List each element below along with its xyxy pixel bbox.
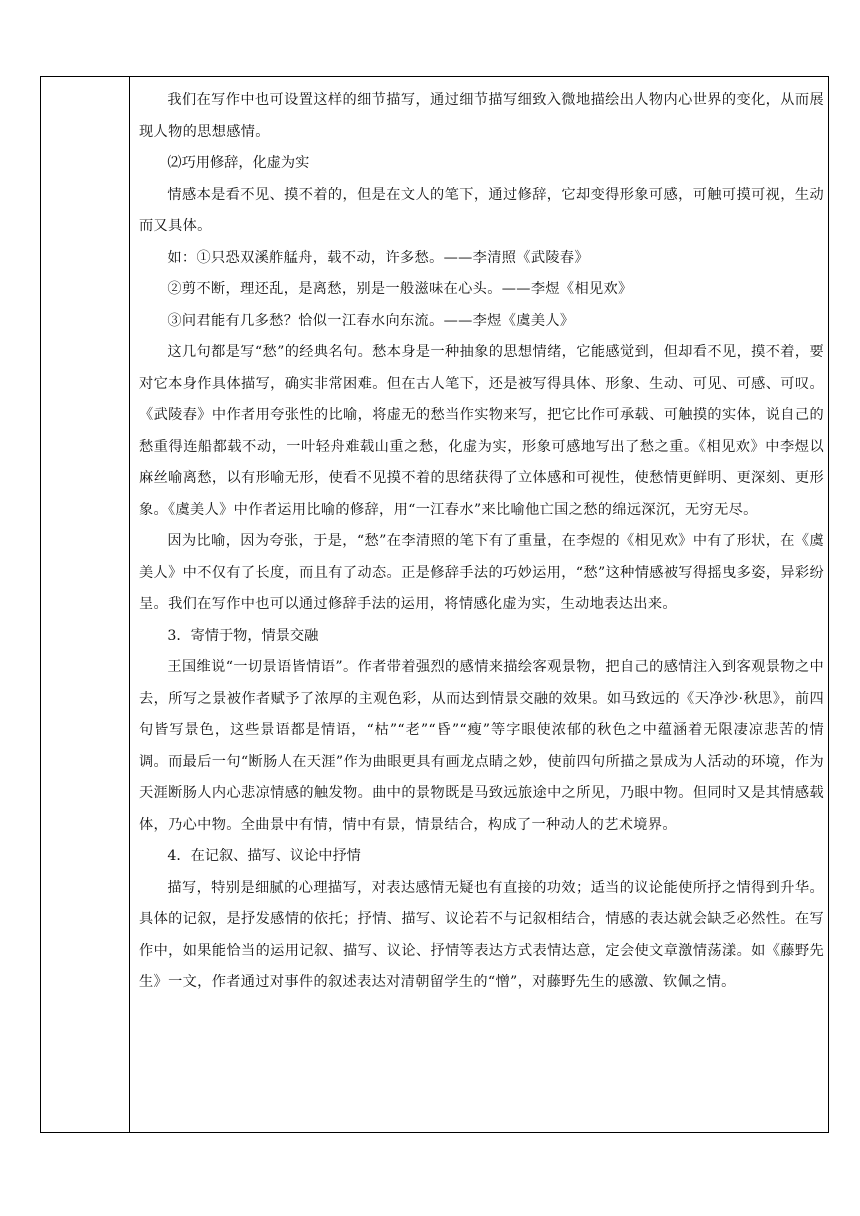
example-quote-3: ③问君能有几多愁？恰似一江春水向东流。——李煜《虞美人》	[167, 312, 575, 329]
example-quote-2: ②剪不断，理还乱，是离愁，别是一般滋味在心头。——李煜《相见欢》	[167, 281, 633, 297]
paragraph-sorrow-analysis: 这几句都是写“愁”的经典名句。愁本身是一种抽象的思想情绪，它能感觉到，但却看不见，摸不着，要对它本身作具体描写，确实非常困难。但在古人笔下，还是被写得具体、形象、生动、可见、可感、可叹。《武陵春》中作者用夸张性的比喻，将虚无的愁当作实物来写，把它比作可承载、可触摸的实体，说自己的愁重得连船都载不动，一叶轻舟难载山重之愁，化虚为实，形象可感地写出了愁之重。《相见欢》中李煜以麻丝喻离愁，以有形喻无形，使看不见摸不着的思绪获得了立体感和可视性，使愁情更鲜明、更深刻、更形象。《虞美人》中作者运用比喻的修辞，用“一江春水”来比喻他亡国之愁的绵远深沉，无穷无尽。	[139, 344, 825, 518]
heading-narrative-lyric: 4．在记叙、描写、议论中抒情	[167, 848, 361, 864]
column-divider	[129, 77, 130, 1132]
paragraph-description-discussion: 描写，特别是细腻的心理描写，对表达感情无疑也有直接的功效；适当的议论能使所抒之情得到升华。具体的记叙，是抒发感情的依托；抒情、描写、议论若不与记叙相结合，情感的表达就会缺乏必然性。在写作中，如果能恰当的运用记叙、描写、议论、抒情等表达方式表情达意，定会使文章激情荡漾。如《藤野先生》一文，作者通过对事件的叙述表达对清朝留学生的“憎”，对藤野先生的感激、钦佩之情。	[139, 879, 824, 990]
paragraph-emotion-intro: 情感本是看不见、摸不着的，但是在文人的笔下，通过修辞，它却变得形象可感，可触可摸可视，生动而又具体。	[139, 186, 824, 234]
paragraph-rhetoric-summary: 因为比喻，因为夸张，于是，“愁”在李清照的笔下有了重量，在李煜的《相见欢》中有了形状，在《虞美人》中不仅有了长度，而且有了动态。正是修辞手法的巧妙运用，“愁”这种情感被写得摇曳多姿，异彩纷呈。我们在写作中也可以通过修辞手法的运用，将情感化虚为实，生动地表达出来。	[139, 533, 824, 612]
heading-rhetoric: ⑵巧用修辞，化虚为实	[167, 155, 310, 171]
content-cell	[139, 85, 824, 999]
heading-scene-emotion: 3．寄情于物，情景交融	[167, 627, 319, 644]
example-quote-1: 如：①只恐双溪舴艋舟，载不动，许多愁。——李清照《武陵春》	[167, 249, 589, 266]
content-table	[40, 76, 829, 1133]
paragraph-detail-description: 我们在写作中也可设置这样的细节描写，通过细节描写细致入微地描绘出人物内心世界的变化，从而展现人物的思想感情。	[139, 92, 824, 140]
paragraph-wang-guowei: 王国维说“一切景语皆情语”。作者带着强烈的感情来描绘客观景物，把自己的感情注入到客观景物之中去，所写之景被作者赋予了浓厚的主观色彩，从而达到情景交融的效果。如马致远的《天净沙·秋思》，前四句皆写景色，这些景语都是情语，“枯”“老”“昏”“瘦”等字眼使浓郁的秋色之中蕴涵着无限凄凉悲苦的情调。而最后一句“断肠人在天涯”作为曲眼更具有画龙点睛之妙，使前四句所描之景成为人活动的环境，作为天涯断肠人内心悲凉情感的触发物。曲中的景物既是马致远旅途中之所见，乃眼中物。但同时又是其情感载体，乃心中物。全曲景中有情，情中有景，情景结合，构成了一种动人的艺术境界。	[139, 659, 824, 833]
